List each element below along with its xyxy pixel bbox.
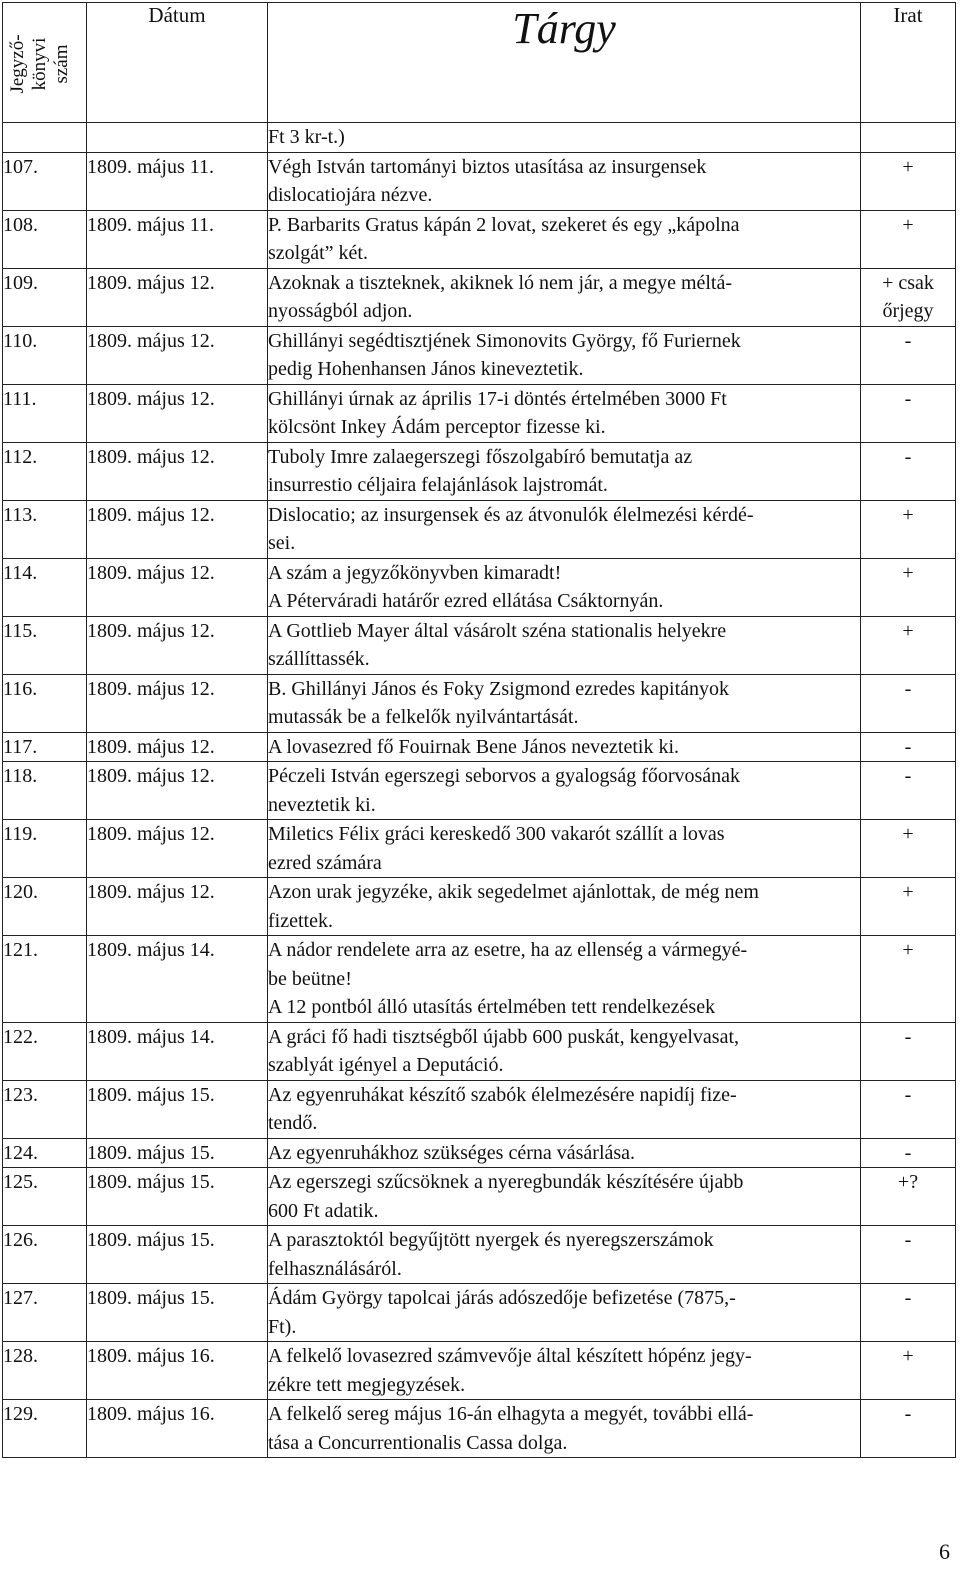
entry-irat-mark: -: [904, 1403, 912, 1425]
entry-date: 1809. május 15.: [87, 1226, 268, 1284]
entry-date: 1809. május 16.: [87, 1342, 268, 1400]
table-row: [3, 820, 956, 878]
entry-subject-line: Ghillányi segédtisztjének Simonovits György, fő Furiernek: [268, 329, 741, 352]
entry-subject: [268, 616, 861, 674]
entry-irat-mark: +: [902, 881, 914, 903]
entry-irat: [861, 820, 956, 878]
entry-irat-mark: -: [904, 1083, 912, 1106]
table-body: [3, 123, 956, 1458]
page-number: 6: [939, 1539, 950, 1564]
entry-subject-line: 600 Ft adatik.: [268, 1199, 379, 1222]
entry-subject: [268, 1022, 861, 1080]
table-row: [3, 878, 956, 936]
entry-irat: [861, 210, 956, 268]
entry-date: 1809. május 12.: [87, 732, 268, 762]
entry-subject: [268, 1400, 861, 1458]
entry-subject-line: A lovasezred fő Fouirnak Bene János neveztetik ki.: [268, 735, 679, 758]
entry-subject: [268, 936, 861, 1023]
entry-date: 1809. május 12.: [87, 384, 268, 442]
entry-irat-mark: -: [904, 735, 912, 758]
entry-irat-mark: -: [904, 765, 912, 787]
header-number-line: könyvi: [29, 37, 50, 91]
entry-date: 1809. május 11.: [87, 152, 268, 210]
entry-irat-mark: őrjegy: [882, 300, 934, 322]
entry-subject-line: Ghillányi úrnak az április 17-i döntés értelmében 3000 Ft: [268, 387, 727, 410]
entry-irat: [861, 1080, 956, 1138]
entry-date: 1809. május 15.: [87, 1138, 268, 1168]
entry-subject-line: A gráci fő hadi tisztségből újabb 600 puskát, kengyelvasat,: [268, 1025, 740, 1048]
entry-subject-line: Ft).: [268, 1315, 297, 1338]
entry-subject-line: dislocatiojára nézve.: [268, 184, 433, 206]
entry-subject-line: insurrestio céljaira felajánlások lajstromát.: [268, 474, 608, 496]
register-table: [2, 2, 956, 1458]
entry-subject: [268, 674, 861, 732]
entry-subject: [268, 1168, 861, 1226]
entry-number: 127.: [3, 1284, 87, 1342]
entry-irat: [861, 936, 956, 1023]
entry-irat-mark: +: [902, 213, 914, 236]
entry-number: 126.: [3, 1226, 87, 1284]
entry-subject-line: Az egyenruhákat készítő szabók élelmezésére napidíj fize-: [268, 1083, 737, 1106]
entry-date: 1809. május 11.: [87, 210, 268, 268]
entry-subject-line: szolgát” két.: [268, 242, 368, 264]
entry-subject: [268, 152, 861, 210]
entry-irat-mark: -: [904, 445, 912, 468]
entry-subject-line: Az egerszegi szűcsöknek a nyeregbundák készítésére újabb: [268, 1171, 744, 1193]
entry-subject-line: fizettek.: [268, 909, 333, 932]
entry-irat: [861, 1400, 956, 1458]
header-irat: Irat: [861, 3, 956, 123]
entry-subject: [268, 384, 861, 442]
entry-number: 116.: [3, 674, 87, 732]
table-row: [3, 558, 956, 616]
entry-subject-line: Miletics Félix gráci kereskedő 300 vakarót szállít a lovas: [268, 823, 725, 845]
entry-subject-line: tendő.: [268, 1112, 318, 1134]
entry-irat-mark: +: [902, 823, 914, 845]
entry-date: 1809. május 12.: [87, 268, 268, 326]
entry-irat: [861, 152, 956, 210]
entry-subject-line: A Péterváradi határőr ezred ellátása Csáktornyán.: [268, 590, 664, 612]
header-number-line: szám: [51, 44, 72, 84]
entry-number: 114.: [3, 558, 87, 616]
header-subject: Tárgy: [268, 3, 861, 123]
table-row: [3, 1226, 956, 1284]
entry-date: 1809. május 14.: [87, 1022, 268, 1080]
entry-date: 1809. május 12.: [87, 820, 268, 878]
entry-date: 1809. május 15.: [87, 1080, 268, 1138]
entry-subject-line: ezred számára: [268, 851, 382, 874]
entry-irat-mark: +: [902, 1345, 914, 1367]
entry-subject-line: Tuboly Imre zalaegerszegi főszolgabíró bemutatja az: [268, 445, 693, 468]
entry-number: 110.: [3, 326, 87, 384]
entry-irat: [861, 1284, 956, 1342]
header-date: Dátum: [87, 3, 268, 123]
table-row: [3, 1080, 956, 1138]
entry-irat: [861, 1138, 956, 1168]
entry-subject-line: Azoknak a tiszteknek, akiknek ló nem jár, a megye méltá-: [268, 271, 733, 294]
entry-subject: [268, 1138, 861, 1168]
entry-number: 117.: [3, 732, 87, 762]
entry-subject: [268, 1226, 861, 1284]
entry-subject: [268, 820, 861, 878]
entry-number: 124.: [3, 1138, 87, 1168]
header-number: [3, 3, 87, 123]
table-row: [3, 1168, 956, 1226]
entry-irat-mark: -: [904, 1141, 912, 1164]
entry-irat-mark: -: [904, 387, 912, 410]
entry-irat: [861, 762, 956, 820]
entry-number: 107.: [3, 152, 87, 210]
entry-date: 1809. május 12.: [87, 442, 268, 500]
entry-subject-line: zékre tett megjegyzések.: [268, 1373, 466, 1396]
entry-subject: [268, 762, 861, 820]
entry-number: 108.: [3, 210, 87, 268]
entry-subject-line: A Gottlieb Mayer által vásárolt széna stationalis helyekre: [268, 619, 727, 642]
entry-subject: [268, 500, 861, 558]
entry-subject: [268, 558, 861, 616]
entry-irat: [861, 1226, 956, 1284]
entry-subject: [268, 268, 861, 326]
entry-number: 129.: [3, 1400, 87, 1458]
table-row: [3, 936, 956, 1023]
continuation-text: Ft 3 kr-t.): [268, 123, 861, 153]
entry-irat-mark: +: [902, 619, 914, 642]
entry-date: 1809. május 12.: [87, 762, 268, 820]
table-row: [3, 442, 956, 500]
entry-irat: [861, 878, 956, 936]
entry-irat: [861, 616, 956, 674]
entry-date: 1809. május 15.: [87, 1284, 268, 1342]
entry-subject: [268, 878, 861, 936]
entry-irat: [861, 1022, 956, 1080]
entry-subject: [268, 326, 861, 384]
header-number-line: Jegyző-: [7, 34, 28, 94]
entry-number: 121.: [3, 936, 87, 1023]
entry-date: 1809. május 12.: [87, 674, 268, 732]
entry-subject: [268, 442, 861, 500]
entry-subject-line: A nádor rendelete arra az esetre, ha az ellenség a vármegyé-: [268, 939, 748, 961]
entry-subject: [268, 1342, 861, 1400]
table-row: [3, 384, 956, 442]
entry-irat: [861, 732, 956, 762]
table-row: [3, 1284, 956, 1342]
entry-subject-line: Ádám György tapolcai járás adószedője befizetése (7875,-: [268, 1287, 736, 1309]
entry-irat-mark: -: [904, 329, 912, 352]
table-row: [3, 500, 956, 558]
entry-date: 1809. május 15.: [87, 1168, 268, 1226]
entry-irat-mark: +?: [897, 1171, 919, 1193]
entry-irat: [861, 442, 956, 500]
entry-date: 1809. május 12.: [87, 616, 268, 674]
entry-subject-line: tása a Concurrentionalis Cassa dolga.: [268, 1431, 568, 1454]
entry-subject-line: sei.: [268, 532, 296, 554]
entry-subject-line: P. Barbarits Gratus kápán 2 lovat, szekeret és egy „kápolna: [268, 213, 740, 236]
entry-number: 119.: [3, 820, 87, 878]
entry-irat-mark: -: [904, 1025, 912, 1048]
entry-number: 111.: [3, 384, 87, 442]
entry-number: 128.: [3, 1342, 87, 1400]
entry-number: 122.: [3, 1022, 87, 1080]
entry-irat: [861, 500, 956, 558]
entry-date: 1809. május 16.: [87, 1400, 268, 1458]
entry-number: 118.: [3, 762, 87, 820]
entry-irat: [861, 384, 956, 442]
table-row: [3, 1022, 956, 1080]
entry-irat: [861, 326, 956, 384]
entry-subject-line: felhasználásáról.: [268, 1257, 402, 1280]
entry-subject-line: neveztetik ki.: [268, 793, 376, 816]
entry-subject: [268, 732, 861, 762]
entry-subject-line: be beütne!: [268, 967, 352, 990]
entry-number: 125.: [3, 1168, 87, 1226]
entry-subject: [268, 1284, 861, 1342]
entry-subject: [268, 1080, 861, 1138]
entry-subject-line: A felkelő sereg május 16-án elhagyta a megyét, további ellá-: [268, 1403, 754, 1425]
entry-subject-line: nyosságból adjon.: [268, 300, 413, 322]
entry-irat-mark: -: [904, 1229, 912, 1251]
entry-subject-line: A felkelő lovasezred számvevője által készített hópénz jegy-: [268, 1345, 752, 1367]
entry-number: 113.: [3, 500, 87, 558]
entry-subject-line: A szám a jegyzőkönyvben kimaradt!: [268, 561, 562, 584]
entry-number: 123.: [3, 1080, 87, 1138]
entry-subject-line: Dislocatio; az insurgensek és az átvonulók élelmezési kérdé-: [268, 503, 754, 526]
entry-irat: [861, 674, 956, 732]
entry-irat: [861, 1342, 956, 1400]
entry-date: 1809. május 12.: [87, 500, 268, 558]
entry-irat-mark: +: [902, 939, 914, 961]
table-row: [3, 616, 956, 674]
table-row: [3, 674, 956, 732]
table-header: [3, 3, 956, 123]
table-row: [3, 762, 956, 820]
entry-subject-line: szállíttassék.: [268, 648, 370, 670]
entry-subject-line: Az egyenruhákhoz szükséges cérna vásárlása.: [268, 1141, 636, 1164]
entry-irat: [861, 558, 956, 616]
entry-number: 115.: [3, 616, 87, 674]
entry-number: 120.: [3, 878, 87, 936]
entry-date: 1809. május 12.: [87, 878, 268, 936]
entry-subject-line: Azon urak jegyzéke, akik segedelmet ajánlottak, de még nem: [268, 881, 759, 903]
entry-number: 112.: [3, 442, 87, 500]
table-row: [3, 210, 956, 268]
entry-irat-mark: -: [904, 677, 912, 700]
entry-subject-line: szablyát igényel a Deputáció.: [268, 1054, 504, 1076]
entry-irat-mark: +: [902, 503, 914, 526]
entry-subject-line: mutassák be a felkelők nyilvántartását.: [268, 706, 579, 728]
entry-subject-line: B. Ghillányi János és Foky Zsigmond ezredes kapitányok: [268, 677, 730, 700]
entry-irat-mark: -: [904, 1287, 912, 1309]
table-row: [3, 268, 956, 326]
entry-irat-mark: +: [902, 561, 914, 584]
table-row: [3, 152, 956, 210]
entry-subject-line: kölcsönt Inkey Ádám perceptor fizesse ki.: [268, 416, 606, 438]
table-row: [3, 1342, 956, 1400]
entry-subject-line: A 12 pontból álló utasítás értelmében tett rendelkezések: [268, 996, 716, 1018]
entry-irat-mark: +: [902, 155, 914, 178]
entry-subject-line: Végh István tartományi biztos utasítása az insurgensek: [268, 155, 707, 178]
table-row: [3, 732, 956, 762]
entry-number: 109.: [3, 268, 87, 326]
table-row: [3, 1138, 956, 1168]
entry-subject-line: pedig Hohenhansen János kineveztetik.: [268, 358, 584, 380]
table-row: [3, 326, 956, 384]
entry-date: 1809. május 12.: [87, 558, 268, 616]
entry-irat-mark: + csak: [882, 271, 934, 294]
continuation-row: [3, 123, 956, 153]
table-row: [3, 1400, 956, 1458]
entry-subject: [268, 210, 861, 268]
entry-irat: [861, 1168, 956, 1226]
entry-subject-line: Péczeli István egerszegi seborvos a gyalogság főorvosának: [268, 765, 741, 787]
entry-irat: [861, 268, 956, 326]
entry-date: 1809. május 12.: [87, 326, 268, 384]
entry-subject-line: A parasztoktól begyűjtött nyergek és nyeregszerszámok: [268, 1229, 714, 1251]
entry-date: 1809. május 14.: [87, 936, 268, 1023]
